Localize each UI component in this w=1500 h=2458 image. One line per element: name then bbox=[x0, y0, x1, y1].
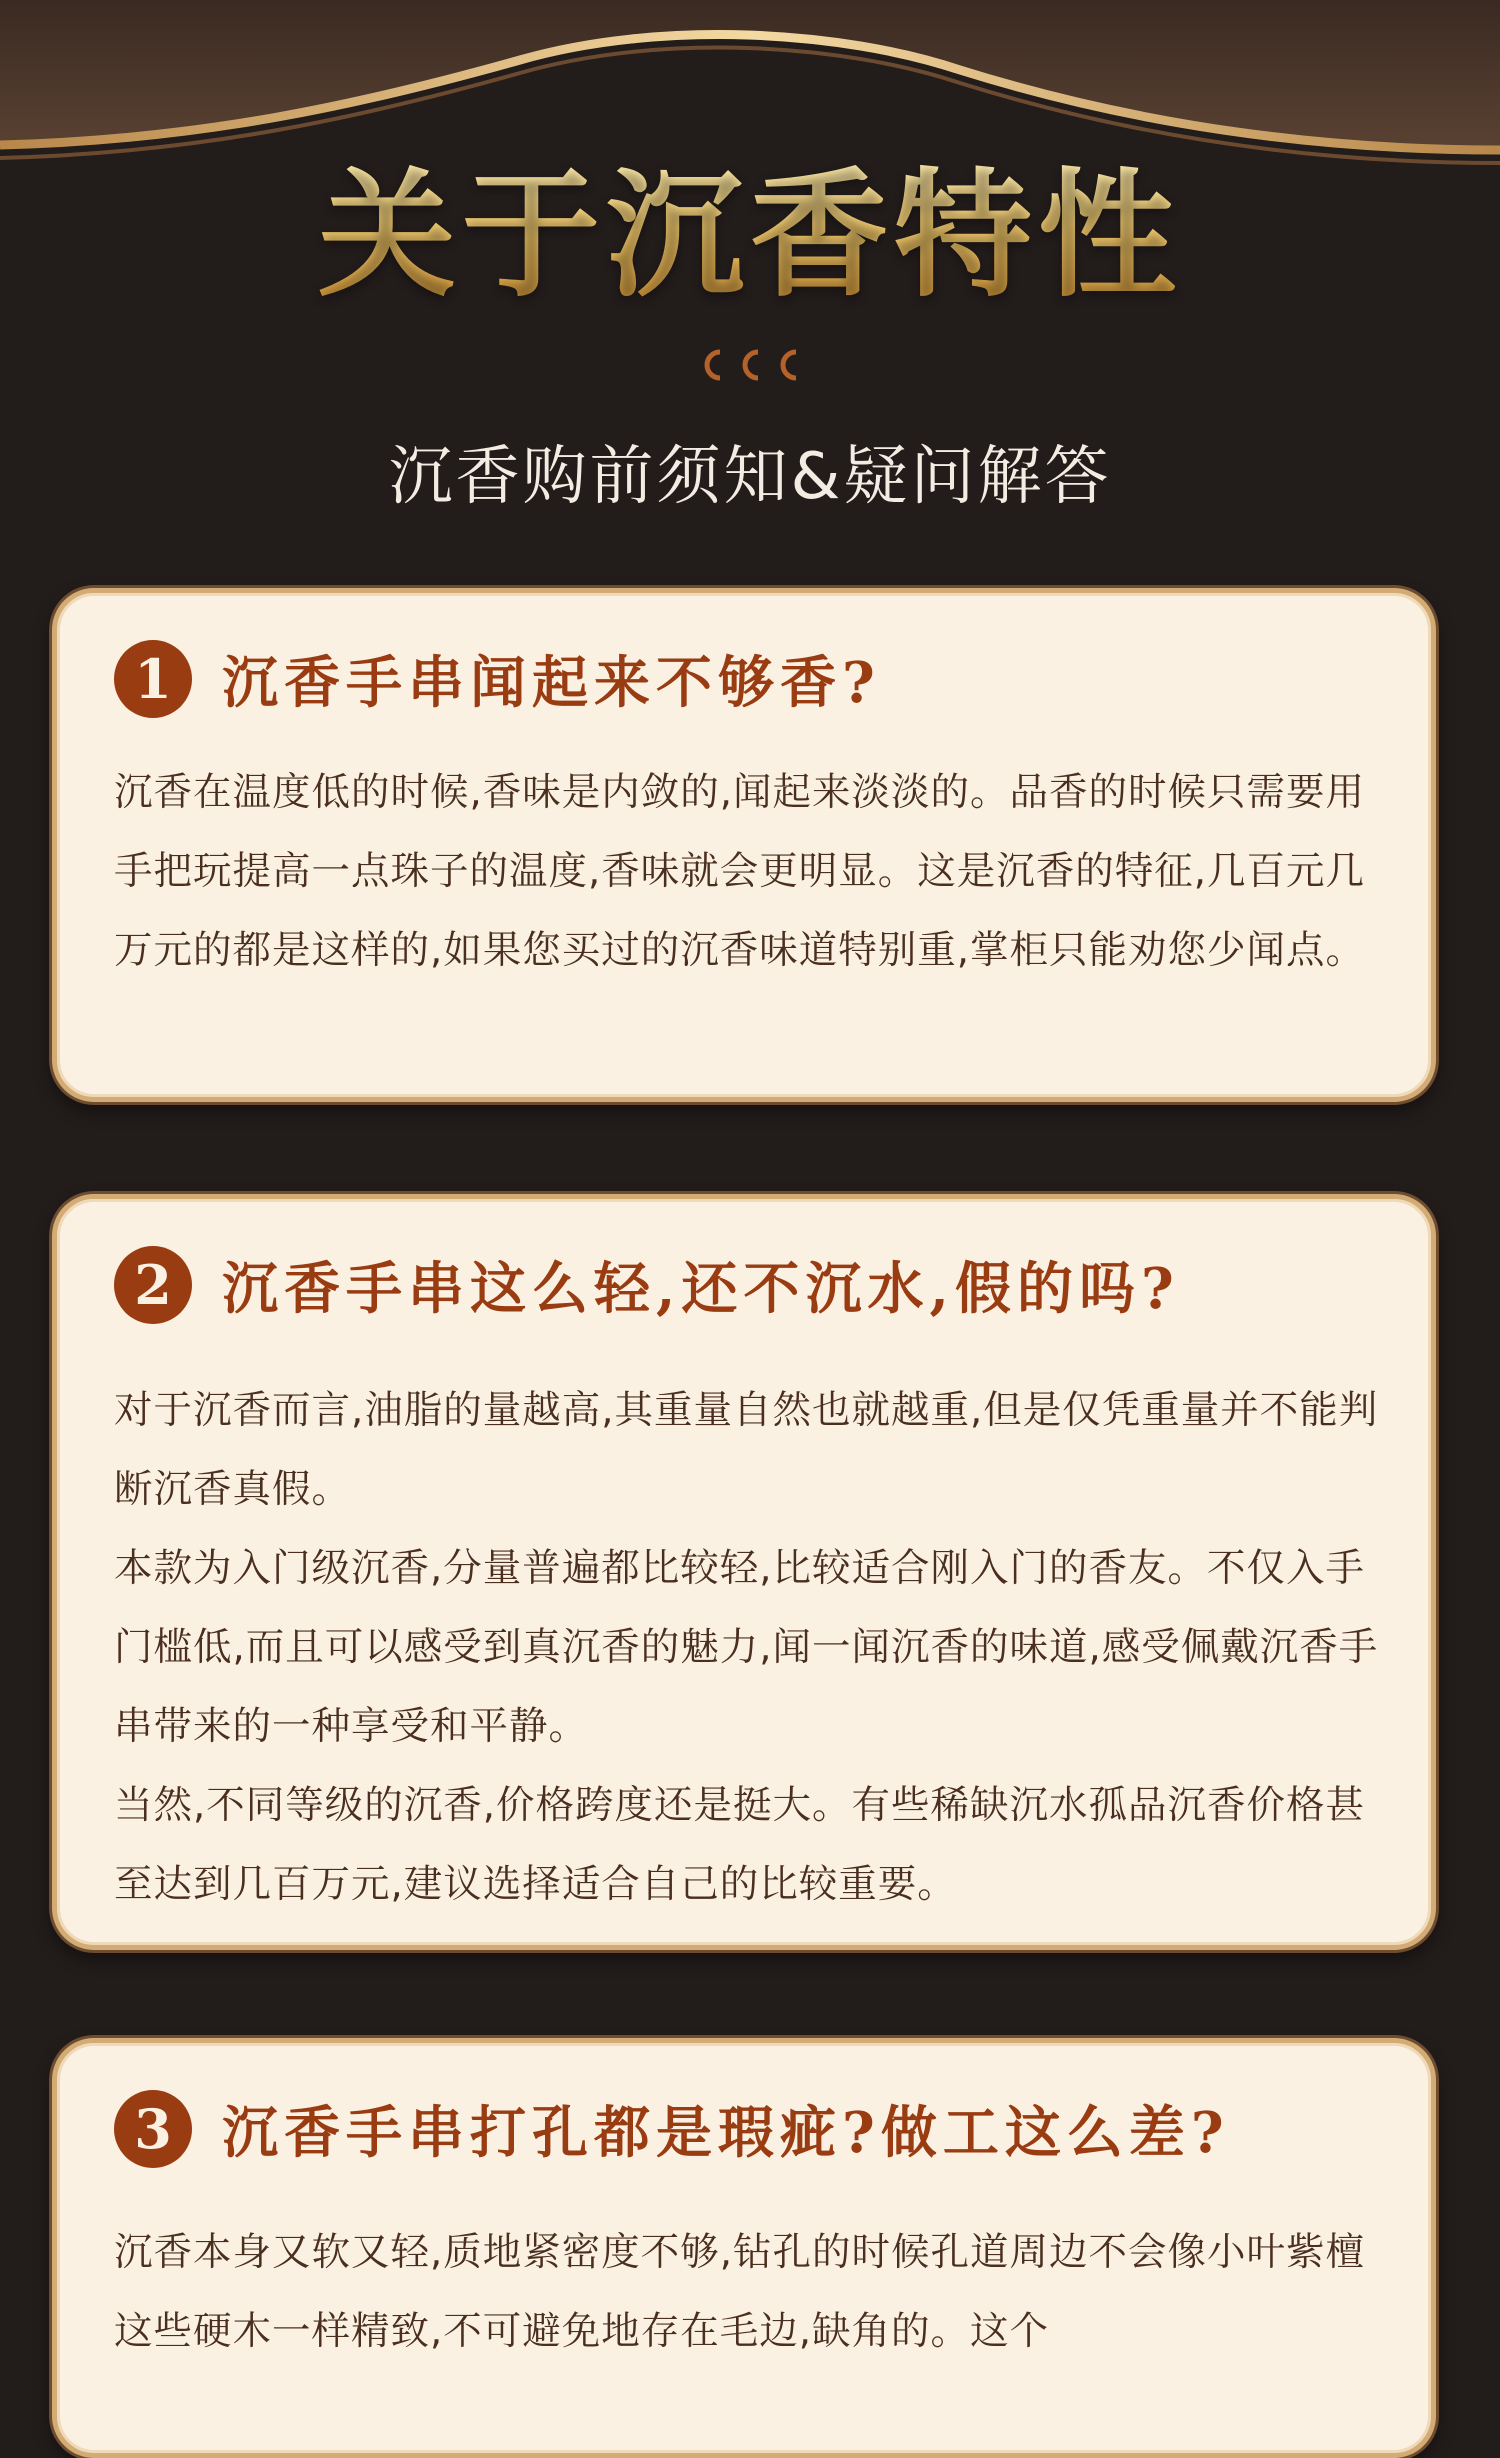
faq-number-badge: 3 bbox=[114, 2090, 192, 2168]
page-subtitle: 沉香购前须知&疑问解答 bbox=[388, 440, 1112, 514]
faq-question: 沉香手串打孔都是瑕疵?做工这么差? bbox=[222, 2100, 1230, 2166]
faq-answer bbox=[114, 753, 1404, 990]
ornament-icon bbox=[690, 340, 810, 390]
faq-question: 沉香手串闻起来不够香? bbox=[222, 650, 881, 716]
faq-card-2 bbox=[52, 1194, 1436, 1950]
faq-question-row bbox=[114, 637, 1401, 721]
faq-question-row bbox=[114, 2087, 1401, 2171]
page-title: 关于沉香特性 bbox=[0, 150, 1500, 320]
faq-number-badge: 1 bbox=[114, 640, 192, 718]
faq-answer-paragraph: 沉香本身又软又轻,质地紧密度不够,钻孔的时候孔道周边不会像小叶紫檀这些硬木一样精致,不可避免地存在毛边,缺角的。这个 bbox=[114, 2230, 1365, 2354]
faq-answer bbox=[114, 2213, 1404, 2371]
faq-answer-paragraph: 沉香在温度低的时候,香味是内敛的,闻起来淡淡的。品香的时候只需要用手把玩提高一点珠子的温度,香味就会更明显。这是沉香的特征,几百元几万元的都是这样的,如果您买过的沉香味道特别重,掌柜只能劝您少闻点。 bbox=[114, 770, 1365, 973]
faq-answer-paragraph: 当然,不同等级的沉香,价格跨度还是挺大。有些稀缺沉水孤品沉香价格甚至达到几百万元,建议选择适合自己的比较重要。 bbox=[114, 1783, 1365, 1907]
faq-number-badge: 2 bbox=[114, 1246, 192, 1324]
faq-answer-paragraph: 对于沉香而言,油脂的量越高,其重量自然也就越重,但是仅凭重量并不能判断沉香真假。 bbox=[114, 1388, 1379, 1512]
faq-card-1 bbox=[52, 588, 1436, 1102]
faq-question: 沉香手串这么轻,还不沉水,假的吗? bbox=[222, 1256, 1180, 1322]
faq-answer bbox=[114, 1371, 1404, 1924]
faq-answer-paragraph: 本款为入门级沉香,分量普遍都比较轻,比较适合刚入门的香友。不仅入手门槛低,而且可以感受到真沉香的魅力,闻一闻沉香的味道,感受佩戴沉香手串带来的一种享受和平静。 bbox=[114, 1546, 1379, 1749]
faq-card-3 bbox=[52, 2038, 1436, 2458]
top-wave-banner bbox=[0, 0, 1500, 170]
faq-question-row bbox=[114, 1243, 1401, 1327]
